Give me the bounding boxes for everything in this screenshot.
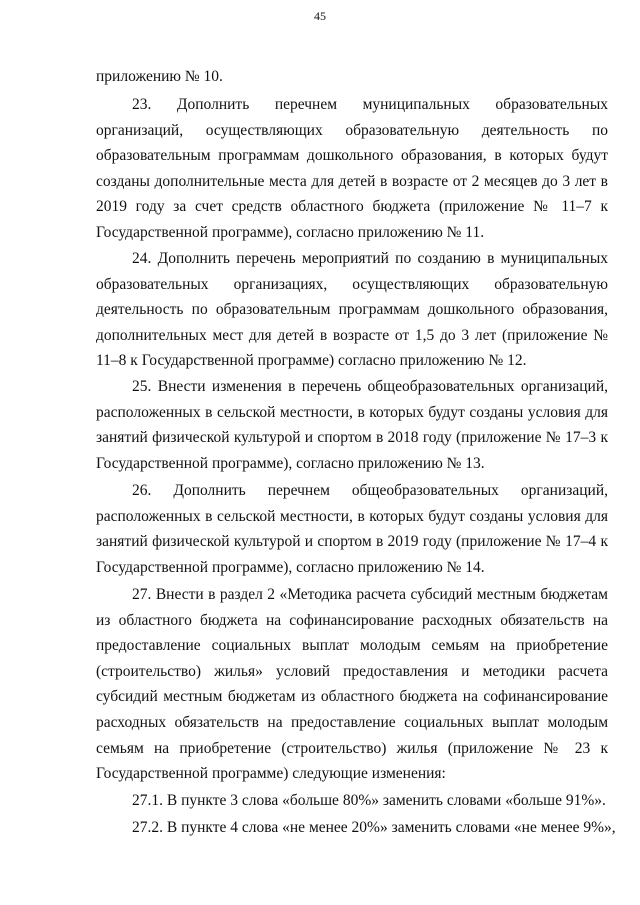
paragraph-27: 27. Внести в раздел 2 «Методика расчета субсидий местным бюджетам из областного бюджета на софинансирование расходных обязательств на предоставление социальных выплат молодым семьям на приобретение (строительство) жилья» условий предоставления и методики расчета субсидий местным бюджетам из областного бюджета на софинансирование расходных обязательств на предоставление социальных выплат молодым семьям на приобретение (строительство) жилья (приложение № 23 к Государственной программе) следующие изменения: bbox=[96, 586, 608, 783]
paragraph-26-block bbox=[96, 478, 608, 580]
paragraph-27-2: 27.2. В пункте 4 слова «не менее 20%» заменить словами «не менее 9%», bbox=[132, 819, 616, 836]
paragraph-24: 24. Дополнить перечень мероприятий по созданию в муниципальных образовательных организациях, осуществляющих образовательную деятельность по образовательным программам дошкольного образования, дополнительных мест для детей в возрасте от 1,5 до 3 лет (приложение № 11–8 к Государственной программе) согласно приложению № 12. bbox=[96, 250, 608, 370]
paragraph-27-1: 27.1. В пункте 3 слова «больше 80%» заменить словами «больше 91%». bbox=[132, 792, 606, 809]
page-number: 45 bbox=[314, 9, 326, 23]
paragraph-26: 26. Дополнить перечнем общеобразовательных организаций, расположенных в сельской местности, в которых будут созданы условия для занятий физической культурой и спортом в 2019 году (приложение № 17–4 к Государственной программе), согласно приложению № 14. bbox=[96, 482, 608, 576]
paragraph-continuation: приложению № 10. bbox=[96, 68, 223, 85]
paragraph-27-1-block bbox=[96, 788, 608, 814]
paragraph-25-block bbox=[96, 374, 608, 476]
paragraph-27-block bbox=[96, 582, 608, 787]
paragraph-24-block bbox=[96, 246, 608, 374]
document-body bbox=[96, 64, 608, 90]
paragraph-25: 25. Внести изменения в перечень общеобразовательных организаций, расположенных в сельской местности, в которых будут созданы условия для занятий физической культурой и спортом в 2018 году (приложение № 17–3 к Государственной программе), согласно приложению № 13. bbox=[96, 378, 608, 472]
paragraph-23-block bbox=[96, 92, 608, 246]
paragraph-23: 23. Дополнить перечнем муниципальных образовательных организаций, осуществляющих образовательную деятельность по образовательным программам дошкольного образования, в которых будут созданы дополнительные места для детей в возрасте от 2 месяцев до 3 лет в 2019 году за счет средств областного бюджета (приложение № 11–7 к Государственной программе), согласно приложению № 11. bbox=[96, 96, 608, 241]
paragraph-27-2-block bbox=[96, 815, 616, 841]
